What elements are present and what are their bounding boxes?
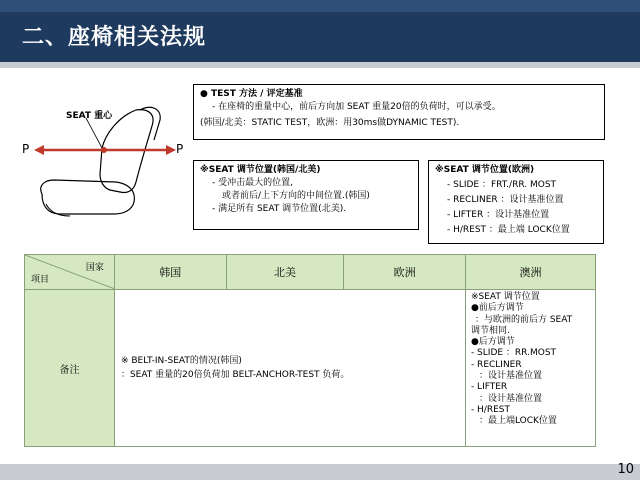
europe-line4: - H/REST ：最上端 LOCK位置 xyxy=(447,225,570,235)
column-header-korea: 韩国 xyxy=(114,255,226,290)
europe-line2: - RECLINER ：设计基准位置 xyxy=(447,195,564,205)
australia-line: - H/REST xyxy=(470,404,511,415)
page-title: 二、座椅相关法规 xyxy=(22,25,207,50)
regulation-table xyxy=(24,254,596,447)
australia-line: ：设计基准位置 xyxy=(478,393,542,404)
europe-line1: - SLIDE ：FRT./RR. MOST xyxy=(447,180,557,190)
test-method-heading: ● TEST 方法 / 评定基准 xyxy=(200,89,303,99)
australia-line: ●后方调节 xyxy=(470,337,515,348)
australia-line: - RECLINER xyxy=(470,359,522,370)
corner-country-label: 国家 xyxy=(85,263,104,273)
title-bar xyxy=(0,0,640,68)
test-method-line1: - 在座椅的重量中心，前后方向加 SEAT 重量20倍的负荷时，可以承受。 xyxy=(212,102,501,112)
australia-line: ：与欧洲的前后方 SEAT xyxy=(474,314,573,325)
seat-center-label: SEAT 重心 xyxy=(66,111,113,121)
column-header-north-america: 北美 xyxy=(226,255,344,290)
seat-position-korea-na-box xyxy=(193,160,419,230)
remarks-line1: ※ BELT-IN-SEAT的情况(韩国) xyxy=(120,356,242,366)
corner-item-label: 项目 xyxy=(31,275,50,285)
korea-na-line2: 或者前后/上下方向的中间位置.(韩国) xyxy=(222,191,370,201)
test-method-line2: (韩国/北美：STATIC TEST，欧洲：用30ms做DYNAMIC TEST). xyxy=(200,118,460,128)
page-number: 10 xyxy=(617,462,634,477)
table-row xyxy=(25,290,596,447)
korea-na-line1: - 受冲击最大的位置, xyxy=(212,178,293,188)
korea-na-line3: - 满足所有 SEAT 调节位置(北美). xyxy=(212,204,347,214)
australia-line: ※SEAT 调节位置 xyxy=(470,292,540,302)
korea-na-heading: ※SEAT 调节位置(韩国/北美) xyxy=(200,165,321,175)
australia-line: - LIFTER xyxy=(470,382,508,393)
column-header-australia: 澳洲 xyxy=(465,255,595,290)
row-head-remarks: 备注 xyxy=(25,290,115,447)
table-corner-cell xyxy=(25,255,115,290)
australia-line: ：设计基准位置 xyxy=(478,371,542,382)
australia-line: - SLIDE ：RR.MOST xyxy=(470,348,557,359)
australia-line: 调节相同. xyxy=(470,325,510,336)
australia-line: ：最上端LOCK位置 xyxy=(478,416,557,427)
remarks-line2: ：SEAT 重量的20倍负荷加 BELT-ANCHOR-TEST 负荷。 xyxy=(120,370,350,380)
test-method-box xyxy=(193,84,605,140)
column-header-europe: 欧洲 xyxy=(344,255,466,290)
force-label-left: P xyxy=(22,142,30,156)
australia-cell xyxy=(465,290,595,447)
table-header-row xyxy=(25,255,596,290)
seat-diagram xyxy=(24,96,194,236)
australia-line: ●前后方调节 xyxy=(470,303,524,314)
europe-line3: - LIFTER ：设计基准位置 xyxy=(447,210,550,220)
force-label-right: P xyxy=(176,142,184,156)
seat-position-europe-box xyxy=(428,160,604,244)
europe-heading: ※SEAT 调节位置(欧洲) xyxy=(435,165,535,175)
footer-bar xyxy=(0,464,640,480)
remarks-cell xyxy=(114,290,465,447)
